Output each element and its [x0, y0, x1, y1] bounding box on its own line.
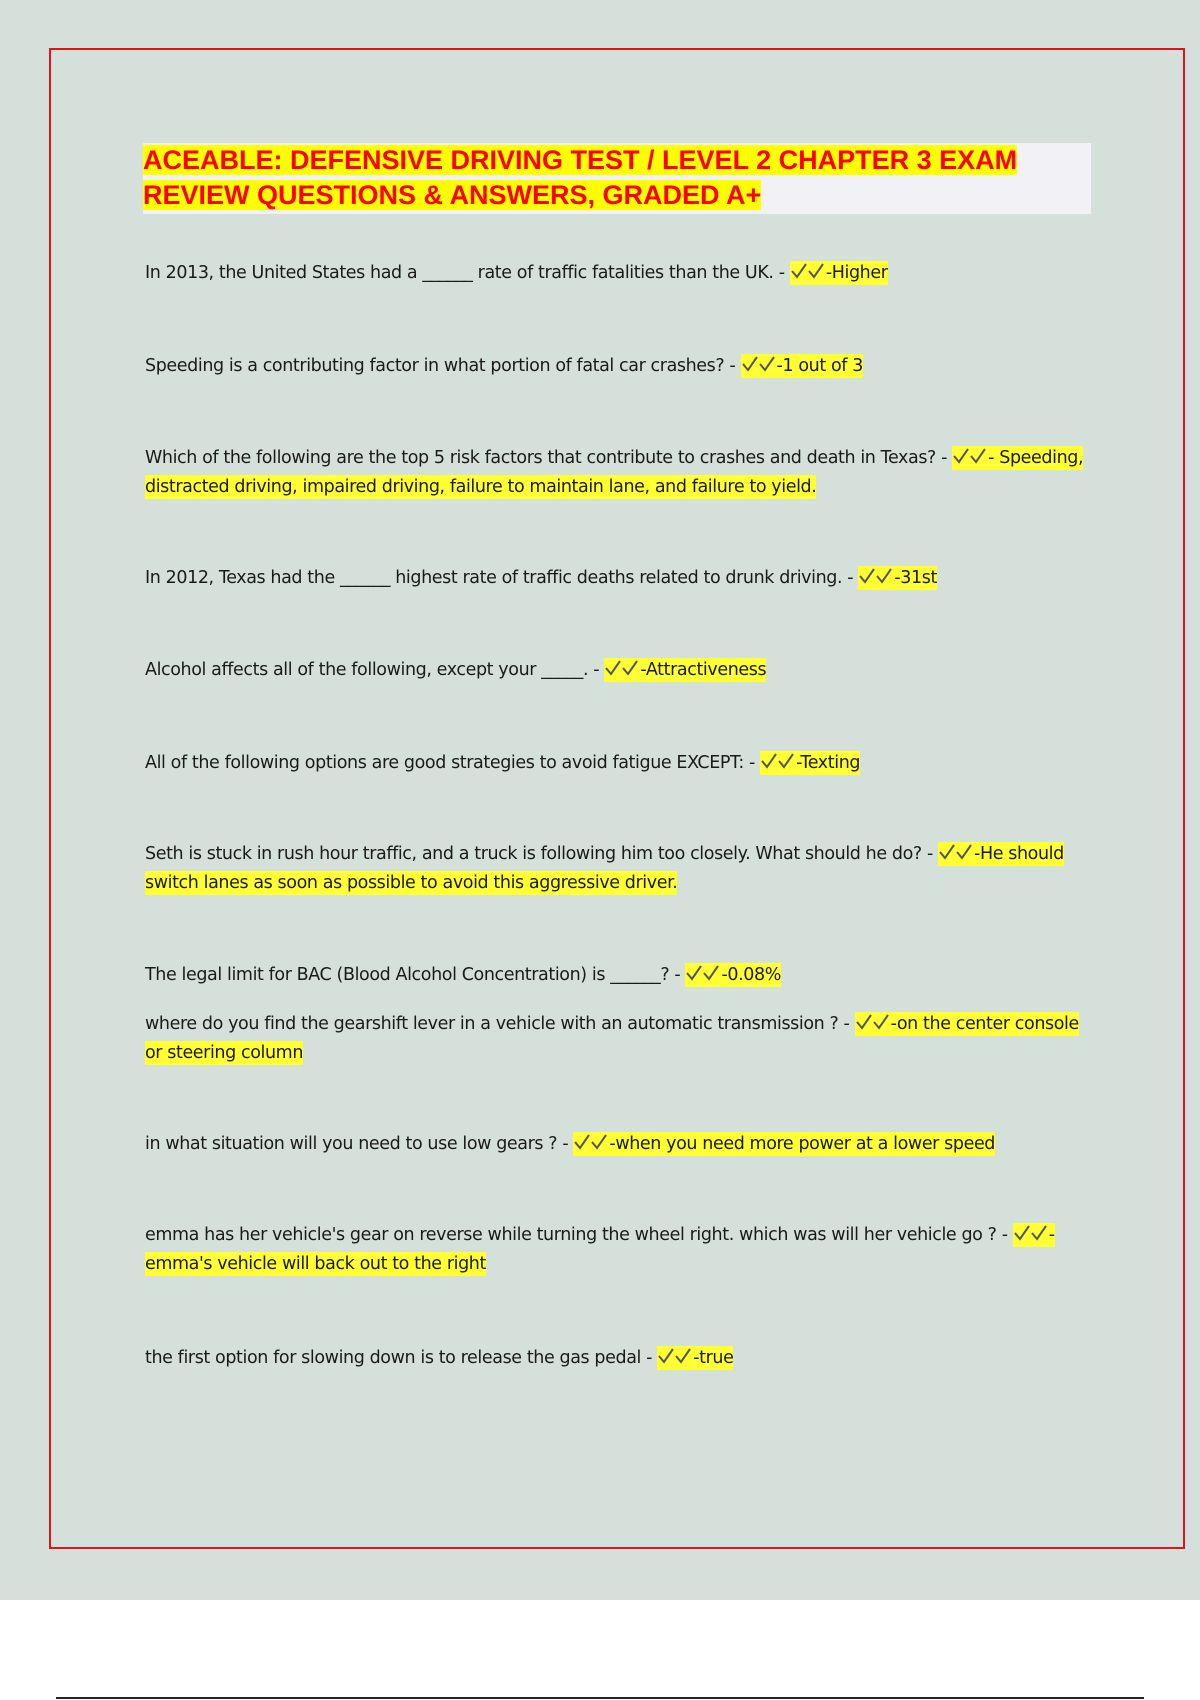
question-text: In 2012, Texas had the ______ highest rate of traffic deaths related to drunk driving. - [145, 568, 859, 588]
question-text: In 2013, the United States had a ______ rate of traffic fatalities than the UK. - [145, 263, 790, 283]
qa-item [145, 1221, 1090, 1279]
answer-text: -1 out of 3 [741, 354, 863, 378]
qa-item [145, 352, 1090, 381]
qa-item [145, 961, 1090, 990]
qa-item [145, 564, 1090, 593]
answer-text: - Speeding, distracted driving, impaired driving, failure to maintain lane, and failure to yield. [145, 448, 1084, 497]
answer-text: -when you need more power at a lower speed [573, 1132, 995, 1156]
question-text: Which of the following are the top 5 risk factors that contribute to crashes and death in Texas? - [145, 448, 953, 468]
qa-item [145, 749, 1090, 778]
answer-text: -Attractiveness [604, 658, 766, 682]
question-text: Alcohol affects all of the following, except your _____. - [145, 660, 605, 680]
answer-text: -emma's vehicle will back out to the right [145, 1225, 1055, 1274]
double-checkmark-icon [657, 1347, 693, 1365]
answer-text: -Higher [790, 261, 888, 285]
qa-item [145, 1344, 1090, 1373]
question-text: All of the following options are good strategies to avoid fatigue EXCEPT: - [145, 753, 761, 773]
double-checkmark-icon [760, 752, 796, 770]
qa-item [145, 259, 1090, 288]
double-checkmark-icon [858, 567, 894, 585]
title-line-1: ACEABLE: DEFENSIVE DRIVING TEST / LEVEL 2 CHAPTER 3 EXAM [143, 145, 1018, 175]
question-text: in what situation will you need to use low gears ? - [145, 1134, 574, 1154]
answer-text: -31st [858, 566, 937, 590]
double-checkmark-icon [685, 964, 721, 982]
footer-rule [56, 1697, 1144, 1699]
qa-item [145, 444, 1090, 502]
double-checkmark-icon [1013, 1224, 1049, 1242]
answer-text: -on the center console or steering column [145, 1014, 1079, 1063]
title-line-2: REVIEW QUESTIONS & ANSWERS, GRADED A+ [143, 180, 762, 210]
double-checkmark-icon [573, 1133, 609, 1151]
question-text: emma has her vehicle's gear on reverse while turning the wheel right. which was will her vehicle go ? - [145, 1225, 1013, 1245]
answer-text: -0.08% [685, 963, 781, 987]
double-checkmark-icon [741, 355, 777, 373]
qa-item [145, 656, 1090, 685]
title-block [143, 143, 1091, 214]
qa-item [145, 1010, 1090, 1068]
double-checkmark-icon [790, 262, 826, 280]
document-title [143, 143, 1091, 213]
double-checkmark-icon [952, 447, 988, 465]
answer-text: -Texting [760, 751, 860, 775]
question-text: where do you find the gearshift lever in a vehicle with an automatic transmission ? - [145, 1014, 855, 1034]
answer-text: -He should switch lanes as soon as possible to avoid this aggressive driver. [145, 844, 1064, 893]
answer-text: -true [657, 1346, 733, 1370]
question-text: The legal limit for BAC (Blood Alcohol Concentration) is ______? - [145, 965, 686, 985]
question-text: the first option for slowing down is to release the gas pedal - [145, 1348, 658, 1368]
qa-item [145, 840, 1090, 898]
qa-item [145, 1130, 1090, 1159]
question-text: Speeding is a contributing factor in what portion of fatal car crashes? - [145, 356, 741, 376]
double-checkmark-icon [604, 659, 640, 677]
double-checkmark-icon [855, 1013, 891, 1031]
question-text: Seth is stuck in rush hour traffic, and a truck is following him too closely. What should he do? - [145, 844, 939, 864]
double-checkmark-icon [938, 843, 974, 861]
